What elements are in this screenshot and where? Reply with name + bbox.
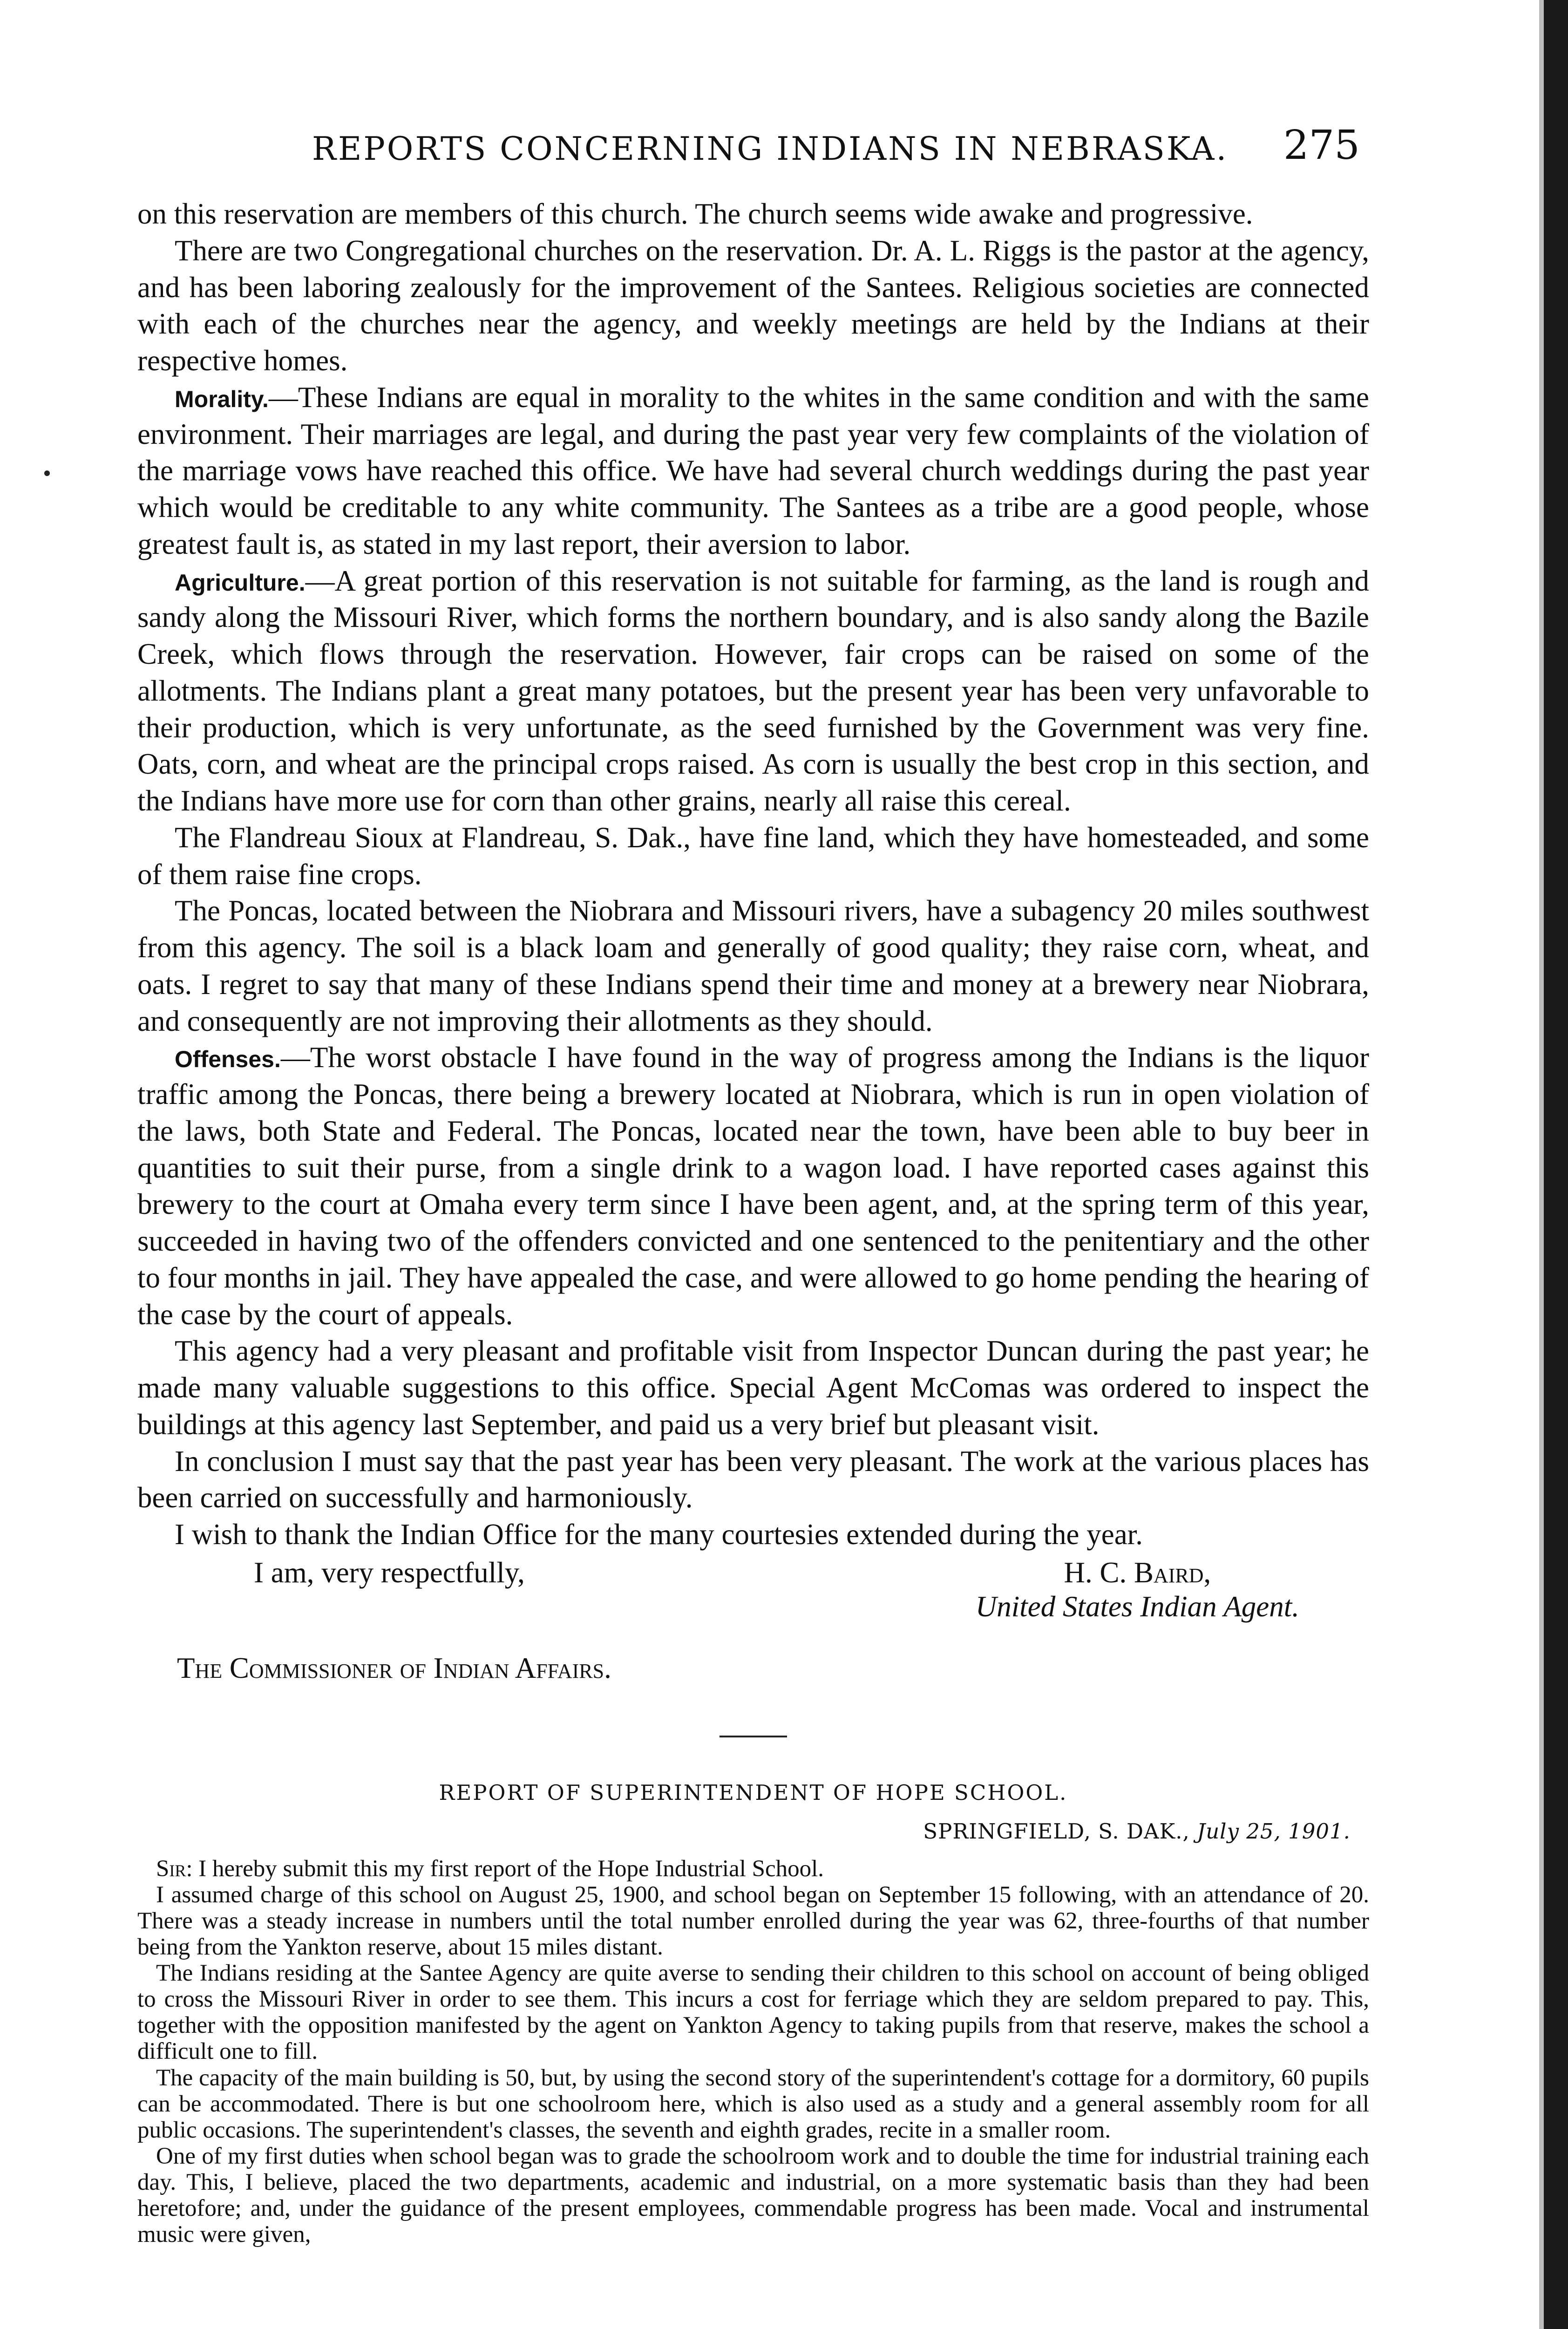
report-paragraph-text: The capacity of the main building is 50, but, by using the second story of the superintendent's cottage for a dormitory, 60 pupils can be accommodated. There is but one schoolroom here, which is also used as a study and a general assembly room for all public occasions. The superintendent's classes, the seventh and eighth grades, recite in a smaller room. bbox=[137, 2064, 1369, 2143]
body-paragraph bbox=[137, 1039, 1369, 1333]
report-paragraph-text: One of my first duties when school began was to grade the schoolroom work and to double the time for industrial training each day. This, I believe, placed the two departments, academic and industrial, on a more systematic basis than they had been heretofore; and, under the guidance of the present employees, commendable progress has been made. Vocal and instrumental music were given, bbox=[137, 2143, 1369, 2248]
body-paragraph bbox=[137, 819, 1369, 893]
paragraph-text: In conclusion I must say that the past year has been very pleasant. The work at the various places has been carried on successfully and harmoniously. bbox=[137, 1444, 1369, 1514]
report-title: REPORT OF SUPERINTENDENT OF HOPE SCHOOL. bbox=[439, 1780, 1068, 1805]
body-paragraph bbox=[137, 1333, 1369, 1443]
paragraph-text: on this reservation are members of this church. The church seems wide awake and progressive. bbox=[137, 197, 1253, 230]
paragraph-text: —The worst obstacle I have found in the way of progress among the Indians is the liquor traffic among the Poncas, there being a brewery located at Niobrara, which is run in open violation of the laws, both State and Federal. The Poncas, located near the town, have been able to buy beer in quantities to suit their purse, from a single drink to a wagon load. I have reported cases against this brewery to the court at Omaha every term since I have been agent, and, at the spring term of this year, succeeded in having two of the offenders convicted and one sentenced to the penitentiary and the other to four months in jail. They have appealed the case, and were allowed to go home pending the hearing of the case by the court of appeals. bbox=[137, 1041, 1369, 1331]
body-paragraph bbox=[137, 892, 1369, 1039]
signer-title: United States Indian Agent. bbox=[975, 1590, 1299, 1623]
paragraph-text: —A great portion of this reservation is not suitable for farming, as the land is rough and sandy along the Missouri River, which forms the northern boundary, and is also sandy along the Bazile Creek, which flows through the reservation. However, fair crops can be raised on some of the allotments. The Indians plant a great many potatoes, but the present year has been very unfavorable to their production, which is very unfortunate, as the seed furnished by the Government was very fine. Oats, corn, and wheat are the principal crops raised. As corn is usually the best crop in this section, and the Indians have more use for corn than other grains, nearly all raise this cereal. bbox=[137, 564, 1369, 817]
section-run-head: Agriculture. bbox=[175, 569, 305, 596]
signature bbox=[976, 1556, 1299, 1624]
body-paragraph bbox=[137, 563, 1369, 819]
running-head: REPORTS CONCERNING INDIANS IN NEBRASKA. bbox=[312, 130, 1229, 168]
body-paragraph bbox=[137, 379, 1369, 563]
paragraph-text: The Flandreau Sioux at Flandreau, S. Dak., have fine land, which they have homesteaded, and some of them raise fine crops. bbox=[137, 821, 1369, 891]
report-paragraph-text: I hereby submit this my first report of the Hope Industrial School. bbox=[198, 1855, 824, 1882]
report-paragraph bbox=[137, 1960, 1369, 2064]
margin-mark bbox=[44, 470, 50, 476]
section-divider bbox=[720, 1736, 787, 1737]
paragraph-text: The Poncas, located between the Niobrara and Missouri rivers, have a subagency 20 miles southwest from this agency. The soil is a black loam and generally of good quality; they raise corn, wheat, and oats. I regret to say that many of these Indians spend their time and money at a brewery near Niobrara, and consequently are not improving their allotments as they should. bbox=[137, 894, 1369, 1037]
body-paragraph bbox=[137, 1443, 1369, 1517]
closing-block bbox=[137, 1556, 1369, 1637]
closing-respectfully: I am, very respectfully, bbox=[254, 1556, 525, 1589]
report-paragraph bbox=[137, 1856, 1369, 1882]
dateline-place: SPRINGFIELD, S. DAK., bbox=[923, 1818, 1190, 1844]
salutation: Sir: bbox=[156, 1855, 193, 1882]
section-run-head: Offenses. bbox=[175, 1046, 281, 1073]
signer-name: H. C. Baird, bbox=[1064, 1556, 1211, 1589]
report-paragraph-text: I assumed charge of this school on August 25, 1900, and school began on September 15 following, with an attendance of 20. There was a steady increase in numbers until the total number enrolled during the year was 62, three-fourths of that number being from the Yankton reserve, about 15 miles distant. bbox=[137, 1881, 1369, 1961]
report-paragraph bbox=[137, 1882, 1369, 1960]
page-spine bbox=[1544, 0, 1568, 2329]
report-body bbox=[137, 1856, 1369, 2247]
body-paragraph bbox=[137, 196, 1369, 232]
addressee: The Commissioner of Indian Affairs. bbox=[177, 1651, 611, 1684]
report-paragraph bbox=[137, 2065, 1369, 2143]
report-paragraph-text: The Indians residing at the Santee Agency are quite averse to sending their children to this school on account of being obliged to cross the Missouri River in order to see them. This incurs a cost for ferriage which they are seldom prepared to pay. This, together with the opposition manifested by the agent on Yankton Agency to taking pupils from that reserve, makes the school a difficult one to fill. bbox=[137, 1960, 1369, 2065]
paragraph-text: There are two Congregational churches on the reservation. Dr. A. L. Riggs is the pastor at the agency, and has been laboring zealously for the improvement of the Santees. Religious societies are connected with each of the churches near the agency, and weekly meetings are held by the Indians at their respective homes. bbox=[137, 234, 1369, 377]
page bbox=[137, 116, 1369, 2329]
main-body bbox=[137, 196, 1369, 1553]
body-paragraph bbox=[137, 1516, 1369, 1553]
spine-edge bbox=[1539, 0, 1544, 2329]
paragraph-text: —These Indians are equal in morality to the whites in the same condition and with the same environment. Their marriages are legal, and during the past year very few complaints of the violation of the marriage vows have reached this office. We have had several church weddings during the past year which would be creditable to any white community. The Santees as a tribe are a good people, whose greatest fault is, as stated in my last report, their aversion to labor. bbox=[137, 381, 1369, 560]
paragraph-text: This agency had a very pleasant and profitable visit from Inspector Duncan during the past year; he made many valuable suggestions to this office. Special Agent McComas was ordered to inspect the buildings at this agency last September, and paid us a very brief but pleasant visit. bbox=[137, 1335, 1369, 1441]
dateline-date: July 25, 1901. bbox=[1197, 1818, 1351, 1844]
section-run-head: Morality. bbox=[175, 386, 269, 412]
body-paragraph bbox=[137, 232, 1369, 379]
paragraph-text: I wish to thank the Indian Office for the many courtesies extended during the year. bbox=[175, 1518, 1143, 1551]
page-header bbox=[137, 116, 1369, 196]
page-number: 275 bbox=[1283, 122, 1360, 169]
dateline bbox=[137, 1819, 1351, 1844]
report-paragraph bbox=[137, 2143, 1369, 2247]
